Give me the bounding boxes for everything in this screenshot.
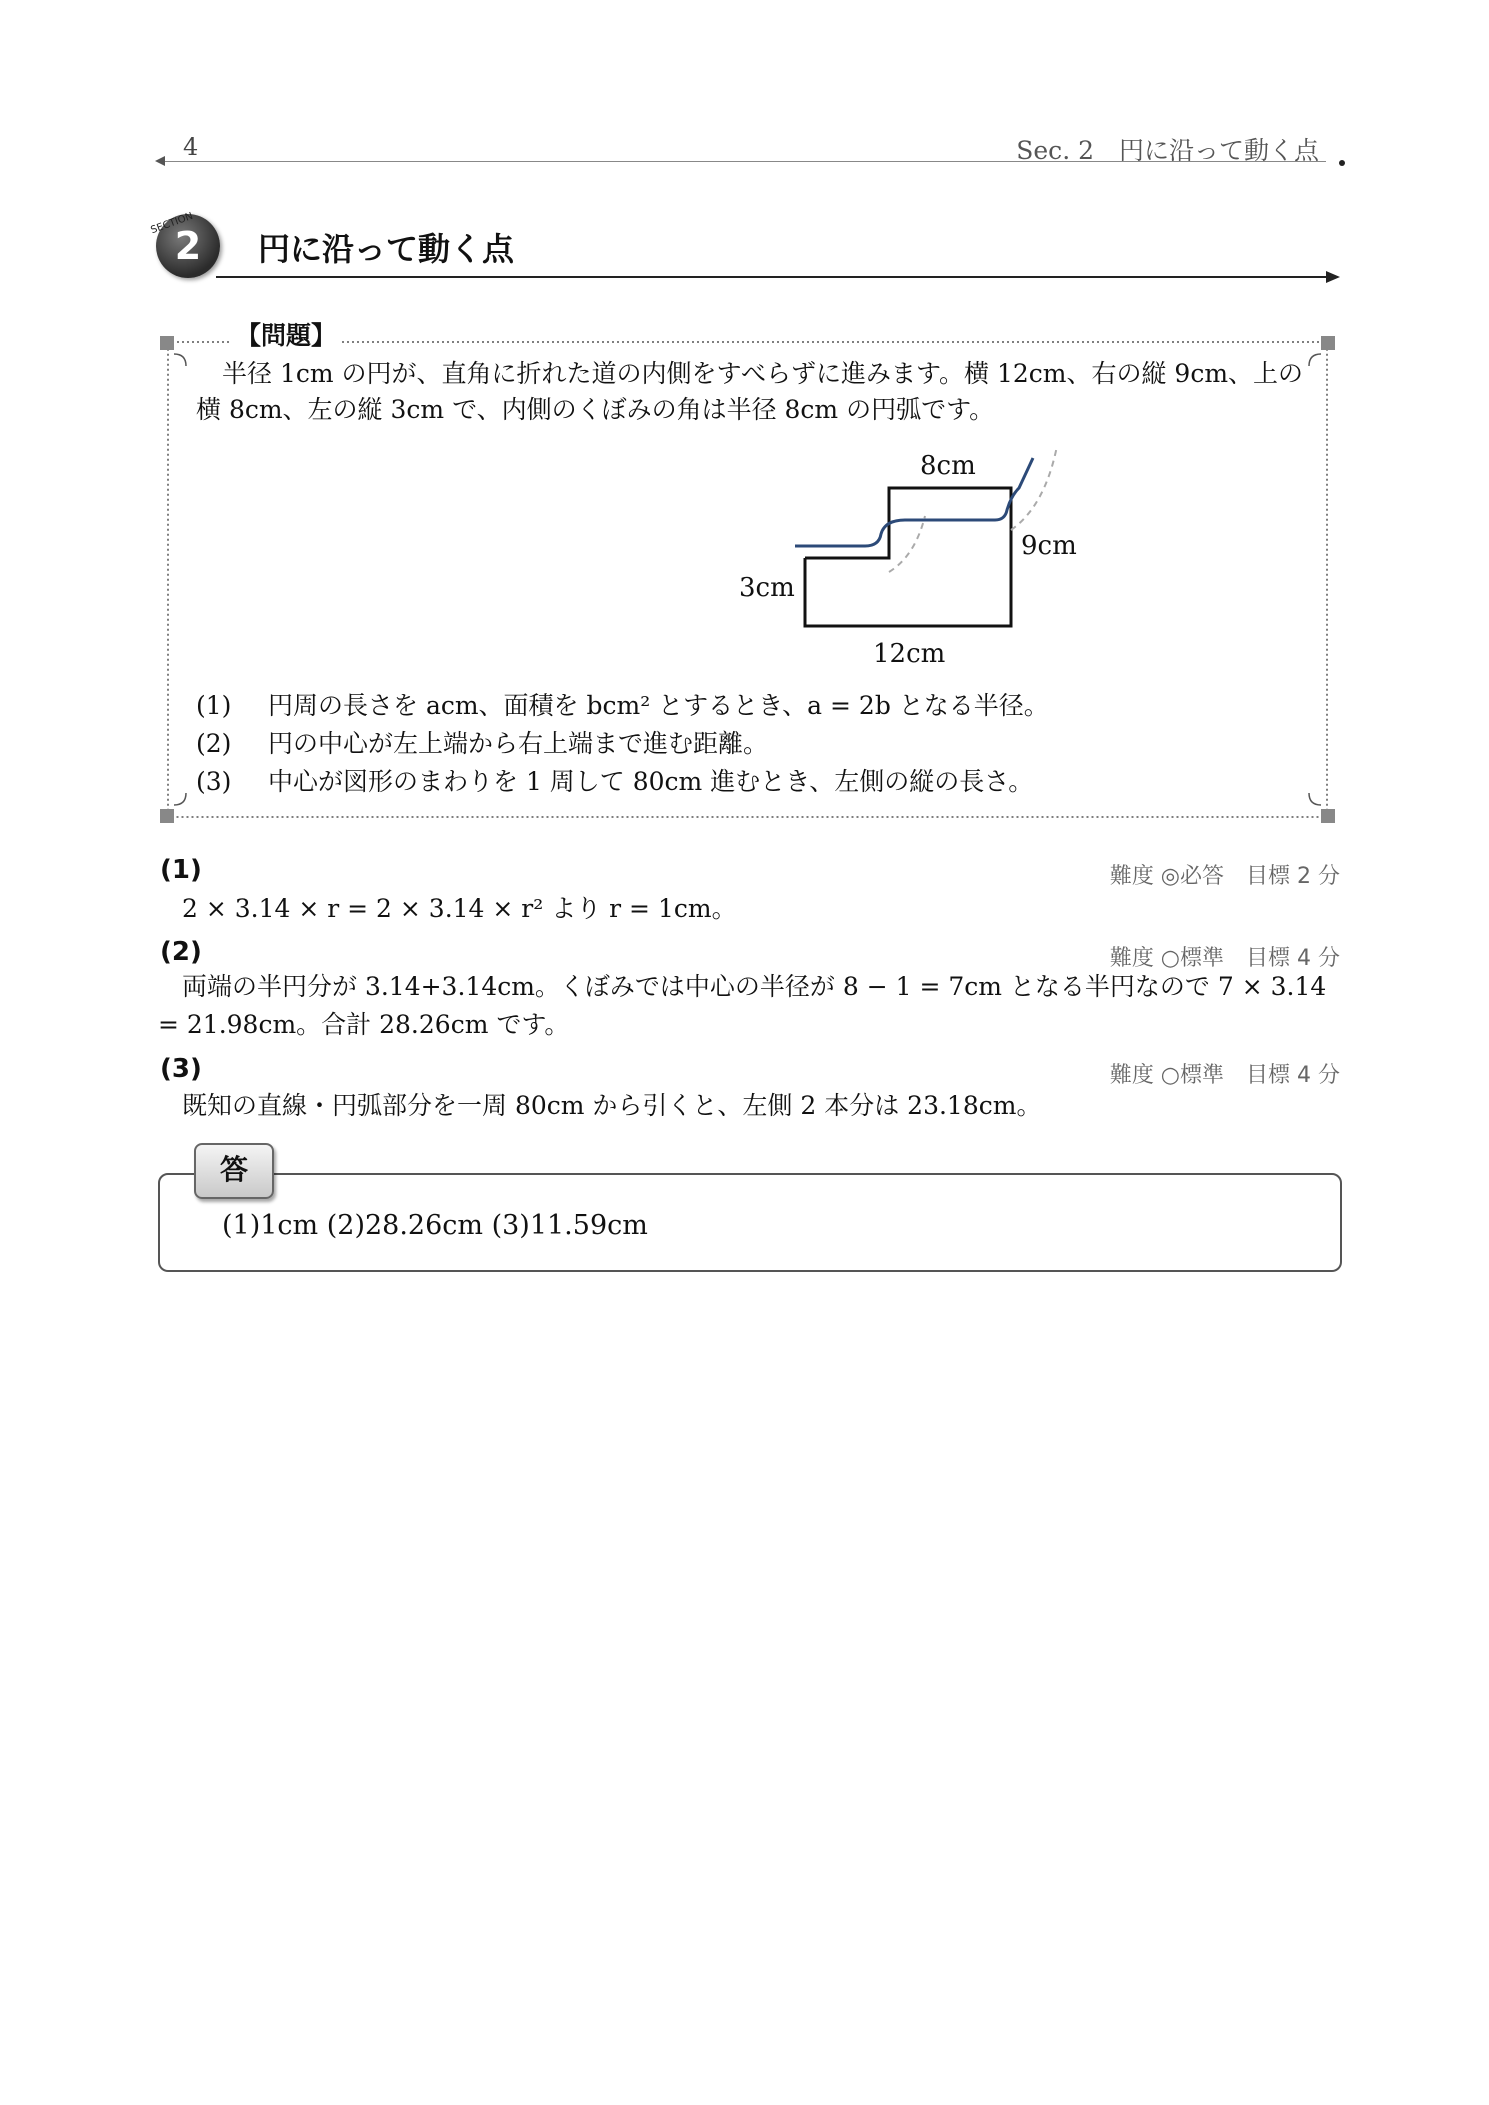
section-rule [216,276,1329,278]
solution-text: 2 × 3.14 × r = 2 × 3.14 × r² より r = 1cm。 [182,894,737,923]
label-left: 3cm [739,573,795,603]
problem-item-text: 円の中心が左上端から右上端まで進む距離。 [268,729,769,758]
problem-item-number: (3) [196,767,232,796]
solution-label: (1) [160,855,202,885]
solution-label: (3) [160,1054,202,1084]
problem-item [196,688,1049,724]
path-outline [805,488,1011,626]
dashed-guide-1 [889,516,925,572]
problem-item [196,726,768,762]
problem-label: 【問題】 [232,316,340,352]
section-badge: 2 [156,214,220,278]
problem-text: 半径 1cm の円が、直角に折れた道の内側をすべらずに進みます。横 12cm、右の縦 9cm、上の横 8cm、左の縦 3cm で、内側のくぼみの角は半径 8cm の円弧です。 [196,359,1304,424]
running-head: Sec. 2 円に沿って動く点 [1016,136,1319,165]
answer-tab: 答 [194,1143,274,1199]
label-bottom: 12cm [873,639,946,669]
problem-item-number: (2) [196,729,232,758]
label-top: 8cm [920,451,976,481]
header-dot-icon [1339,160,1345,166]
path-diagram [715,436,1095,676]
section-arrow-icon [1326,271,1340,283]
section-badge-tag: SECTION [149,210,195,237]
problem-item [196,764,1033,800]
center-path-curve [795,458,1033,546]
problem-item-number: (1) [196,691,232,720]
solution-meta: 難度 ○標準 目標 4 分 [1109,946,1340,971]
solution-meta: 難度 ◎必答 目標 2 分 [1109,864,1340,889]
solution-label: (2) [160,937,202,967]
header-rule [158,161,1326,162]
problem-box [160,321,1335,823]
page-number: 4 [183,133,199,161]
solution-meta: 難度 ○標準 目標 4 分 [1109,1063,1340,1088]
section-title: 円に沿って動く点 [258,230,515,268]
solution-text: 両端の半円分が 3.14+3.14cm。くぼみでは中心の半径が 8 − 1 = 7cm となる半円なので 7 × 3.14 = 21.98cm。合計 28.26cm です。 [158,972,1327,1039]
solution-text: 既知の直線・円弧部分を一周 80cm から引くと、左側 2 本分は 23.18cm。 [182,1091,1042,1120]
problem-item-text: 中心が図形のまわりを 1 周して 80cm 進むとき、左側の縦の長さ。 [268,767,1034,796]
label-right: 9cm [1021,531,1077,561]
header-arrow-icon [155,156,165,166]
answer-text: (1)1cm (2)28.26cm (3)11.59cm [222,1210,648,1241]
problem-item-text: 円周の長さを acm、面積を bcm² とするとき、a = 2b となる半径。 [268,691,1049,720]
